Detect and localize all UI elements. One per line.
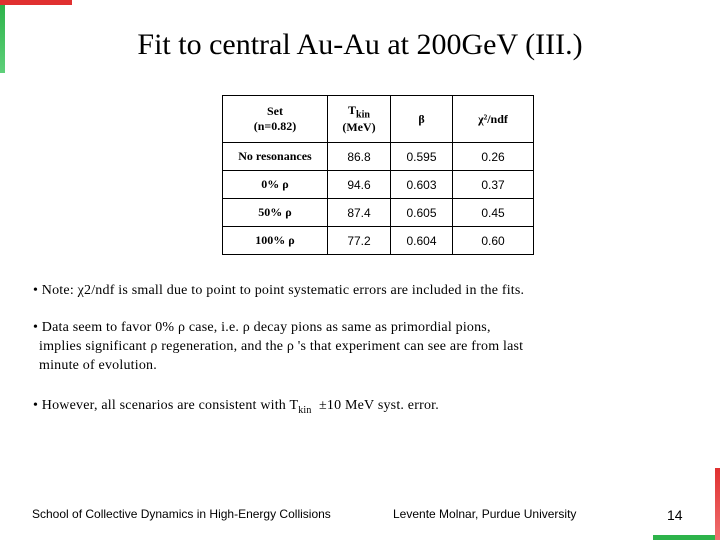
slide-title: Fit to central Au-Au at 200GeV (III.) (137, 28, 583, 61)
bullet-however-pre: • However, all scenarios are consistent with T (33, 398, 299, 413)
table-row (223, 199, 534, 227)
header-set-label: Set (267, 104, 283, 118)
fit-results-table (222, 95, 534, 255)
bullet-data-favor-line1: • Data seem to favor 0% ρ case, i.e. ρ decay pions as same as primordial pions, (33, 320, 491, 335)
header-set-sub: (n=0.82) (253, 119, 297, 133)
table-header-row (223, 96, 534, 143)
row-label: 100% ρ (223, 227, 328, 255)
cell-beta: 0.595 (391, 143, 453, 171)
bullet-data-favor-line3: minute of evolution. (39, 358, 157, 373)
header-beta: β (391, 96, 453, 143)
cell-chi2: 0.37 (453, 171, 534, 199)
bullet-however-post: ±10 MeV syst. error. (319, 398, 439, 413)
row-label: 50% ρ (223, 199, 328, 227)
header-tkin-symbol: T (348, 102, 357, 117)
header-set (223, 96, 328, 143)
cell-tkin: 94.6 (328, 171, 391, 199)
header-tkin (328, 96, 391, 143)
bullet-data-favor (33, 318, 523, 375)
cell-beta: 0.604 (391, 227, 453, 255)
cell-beta: 0.605 (391, 199, 453, 227)
cell-tkin: 77.2 (328, 227, 391, 255)
footer-author: Levente Molnar, Purdue University (393, 507, 577, 521)
bottom-green-accent-bar (653, 535, 715, 540)
bullet-however-subscript: kin (298, 404, 312, 416)
cell-chi2: 0.45 (453, 199, 534, 227)
cell-beta: 0.603 (391, 171, 453, 199)
bullet-however (33, 396, 439, 420)
table-row (223, 171, 534, 199)
cell-chi2: 0.60 (453, 227, 534, 255)
top-red-accent-bar (0, 0, 72, 5)
cell-chi2: 0.26 (453, 143, 534, 171)
header-tkin-subscript: kin (356, 109, 370, 121)
footer-school-name: School of Collective Dynamics in High-Energy Collisions (32, 507, 331, 521)
cell-tkin: 86.8 (328, 143, 391, 171)
right-red-accent-bar (715, 468, 720, 540)
bullet-data-favor-line2: implies significant ρ regeneration, and the ρ 's that experiment can see are from last (39, 339, 524, 354)
row-label: No resonances (223, 143, 328, 171)
row-label: 0% ρ (223, 171, 328, 199)
bullet-note-chi2: • Note: χ2/ndf is small due to point to point systematic errors are included in the fits. (33, 283, 525, 298)
page-number: 14 (667, 507, 683, 523)
header-tkin-unit: (MeV) (342, 120, 376, 135)
table-row (223, 143, 534, 171)
header-chi2ndf: χ²/ndf (453, 96, 534, 143)
cell-tkin: 87.4 (328, 199, 391, 227)
table-row (223, 227, 534, 255)
